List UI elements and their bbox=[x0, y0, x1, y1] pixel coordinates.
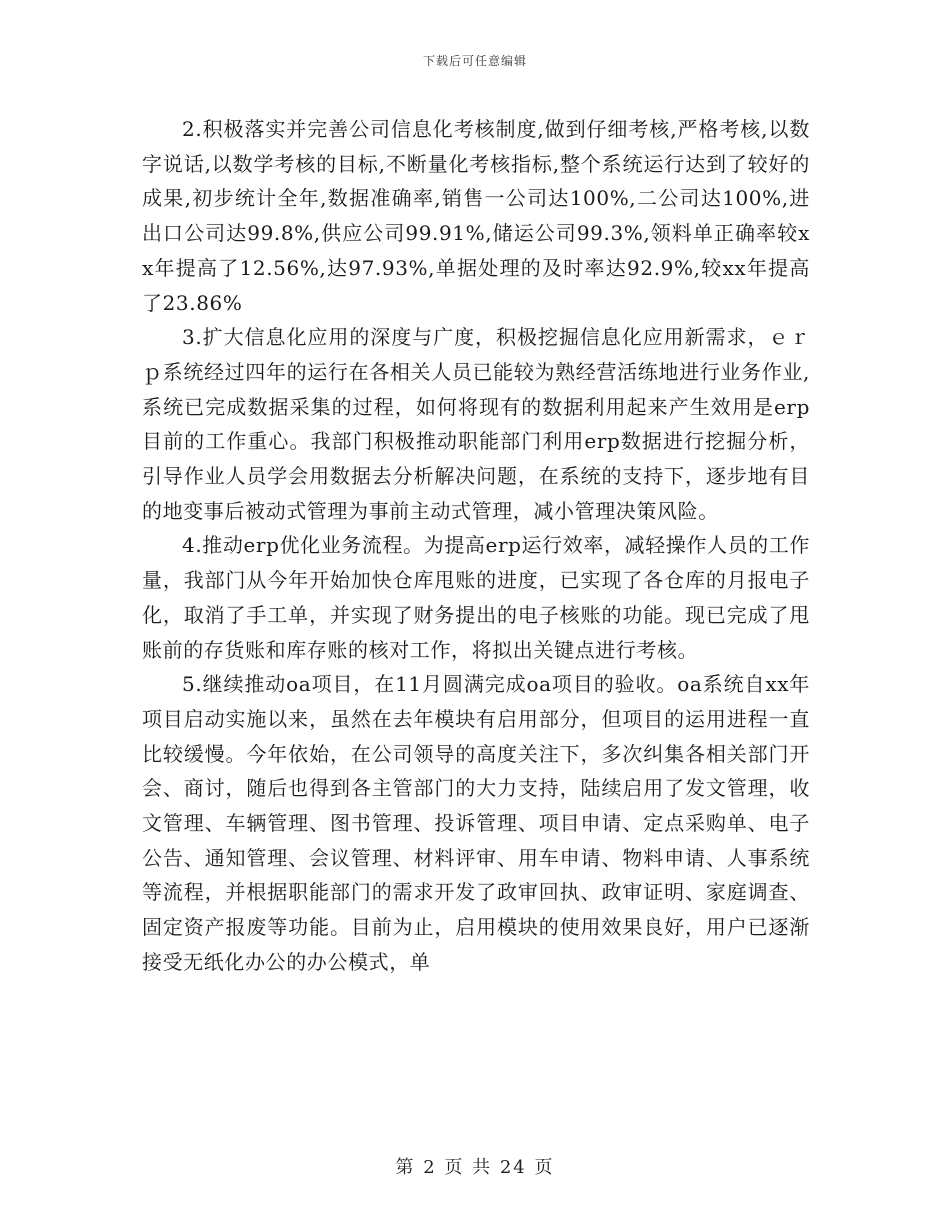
paragraph-item-3: 3.扩大信息化应用的深度与广度，积极挖掘信息化应用新需求，ｅｒｐ系统经过四年的运行在各相关人员已能较为熟经营活练地进行业务作业,系统已完成数据采集的过程，如何将现有的数据利用起来产生效用是erp目前的工作重心。我部门积极推动职能部门利用erp数据进行挖掘分析，引导作业人员学会用数据去分析解决问题，在系统的支持下，逐步地有目的地变事后被动式管理为事前主动式管理，减小管理决策风险。 bbox=[142, 325, 810, 523]
page-header: 下载后可任意编辑 bbox=[422, 54, 527, 68]
paragraph-item-4: 4.推动erp优化业务流程。为提高erp运行效率，减轻操作人员的工作量，我部门从今年开始加快仓库甩账的进度，已实现了各仓库的月报电子化，取消了手工单，并实现了财务提出的电子核账的功能。现已完成了甩账前的存货账和库存账的核对工作，将拟出关键点进行考核。 bbox=[142, 533, 810, 662]
paragraph-item-2: 2.积极落实并完善公司信息化考核制度,做到仔细考核,严格考核,以数字说话,以数学考核的目标,不断量化考核指标,整个系统运行达到了较好的成果,初步统计全年,数据准确率,销售一公司达100%,二公司达100%,进出口公司达99.8%,供应公司99.91%,储运公司99.3%,领料单正确率较xx年提高了12.56%,达97.93%,单据处理的及时率达92.9%,较xx年提高了23.86% bbox=[142, 117, 810, 315]
paragraph-item-5: 5.继续推动oa项目，在11月圆满完成oa项目的验收。oa系统自xx年项目启动实施以来，虽然在去年模块有启用部分，但项目的运用进程一直比较缓慢。今年依始，在公司领导的高度关注下，多次纠集各相关部门开会、商讨，随后也得到各主管部门的大力支持，陆续启用了发文管理，收文管理、车辆管理、图书管理、投诉管理、项目申请、定点采购单、电子公告、通知管理、会议管理、材料评审、用车申请、物料申请、人事系统等流程，并根据职能部门的需求开发了政审回执、政审证明、家庭调查、固定资产报废等功能。目前为止，启用模块的使用效果良好，用户已逐渐接受无纸化办公的办公模式，单 bbox=[142, 672, 810, 974]
document-body bbox=[142, 112, 810, 980]
page-number-footer: 第 2 页 共 24 页 bbox=[395, 1157, 555, 1178]
